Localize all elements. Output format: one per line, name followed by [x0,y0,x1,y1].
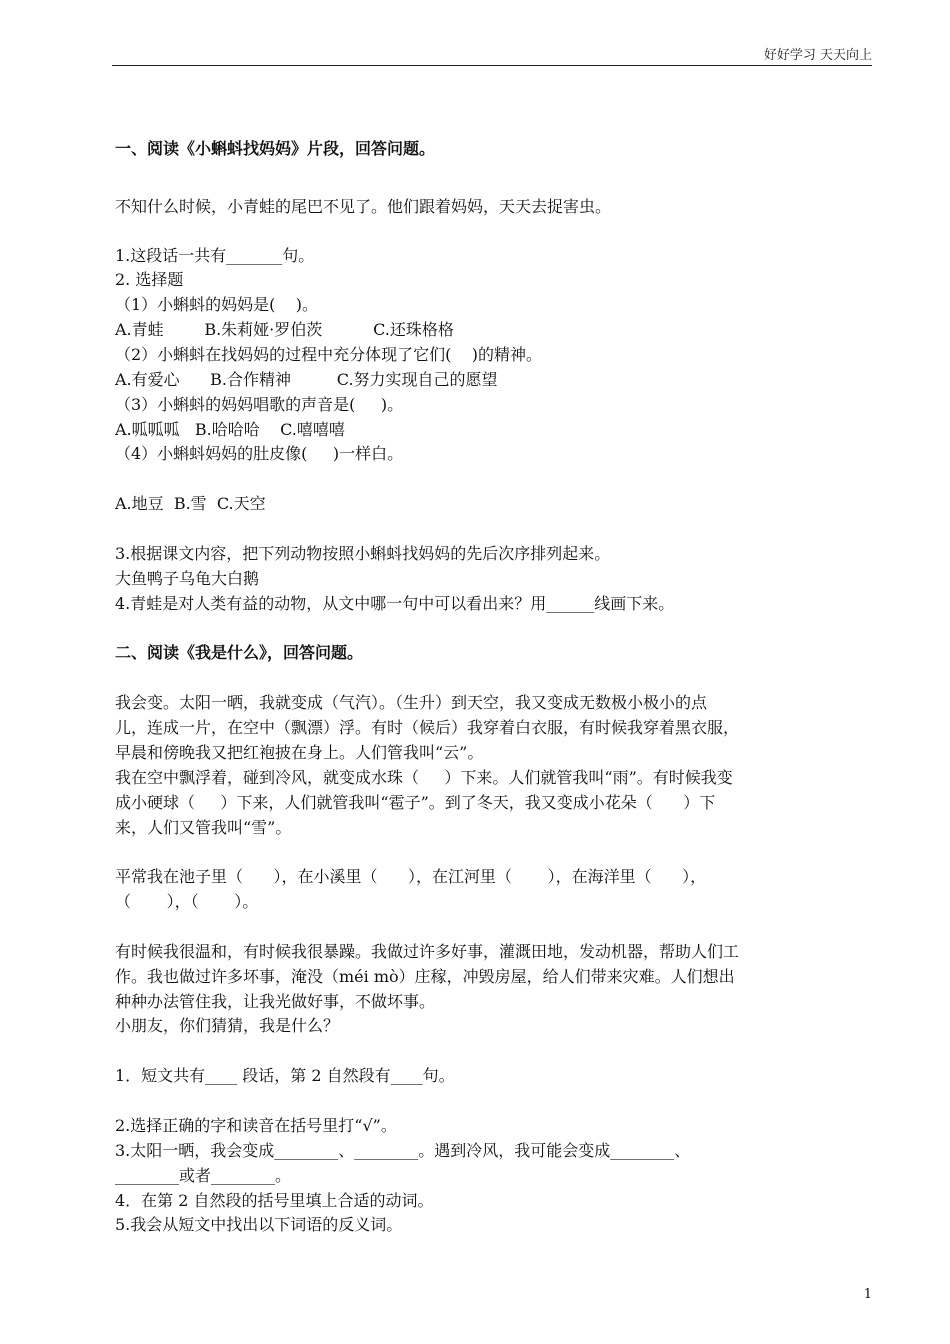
s1-question-2-1-options: A.青蛙 B.朱莉娅·罗伯茨 C.还珠格格 [115,320,454,339]
s1-question-3: 3.根据课文内容，把下列动物按照小蝌蚪找妈妈的先后次序排列起来。 [115,544,611,563]
s2-paragraph-2-line-1: 我在空中飘浮着，碰到冷风，就变成水珠（ ）下来。人们就管我叫“雨”。有时候我变 [115,768,733,787]
header-rule [112,65,872,66]
s1-question-2: 2. 选择题 [115,270,184,289]
section1-passage: 不知什么时候，小青蛙的尾巴不见了。他们跟着妈妈，天天去捉害虫。 [115,197,612,216]
s2-paragraph-1-line-3: 早晨和傍晚我又把红袍披在身上。人们管我叫“云”。 [115,743,484,762]
s1-question-2-1: （1）小蝌蚪的妈妈是( )。 [115,295,319,314]
s1-question-2-3-options: A.呱呱呱 B.哈哈哈 C.嘻嘻嘻 [115,420,345,439]
s1-question-3-animals: 大鱼鸭子乌龟大白鹅 [115,569,260,588]
s1-question-1: 1.这段话一共有_______句。 [115,246,315,265]
s1-question-2-3: （3）小蝌蚪的妈妈唱歌的声音是( )。 [115,395,404,414]
s1-question-4: 4.青蛙是对人类有益的动物，从文中哪一句中可以看出来？用______线画下来。 [115,594,675,613]
s2-paragraph-2-line-2: 成小硬球（ ）下来，人们就管我叫“雹子”。到了冬天，我又变成小花朵（ ）下 [115,793,716,812]
s2-paragraph-4-line-1: 有时候我很温和，有时候我很暴躁。我做过许多好事，灌溉田地，发动机器，帮助人们工 [115,942,740,961]
s1-question-2-4-options: A.地豆 B.雪 C.天空 [115,494,266,513]
s2-question-5: 5.我会从短文中找出以下词语的反义词。 [115,1215,403,1234]
s2-paragraph-3-line-2: （ ），（ ）。 [115,892,259,911]
s2-paragraph-3-line-1: 平常我在池子里（ ），在小溪里（ ），在江河里（ ），在海洋里（ ）， [115,867,707,886]
s1-question-2-2: （2）小蝌蚪在找妈妈的过程中充分体现了它们( )的精神。 [115,345,543,364]
s2-paragraph-2-line-3: 来，人们又管我叫“雪”。 [115,818,292,837]
s2-question-4: 4．在第 2 自然段的括号里填上合适的动词。 [115,1191,434,1210]
s2-question-3-line-1: 3.太阳一晒，我会变成________、________。遇到冷风，我可能会变成________、 [115,1141,691,1160]
s1-question-2-4: （4）小蝌蚪妈妈的肚皮像( )一样白。 [115,444,404,463]
s2-question-1: 1．短文共有____ 段话，第 2 自然段有____句。 [115,1066,455,1085]
s2-paragraph-4-line-2: 作。我也做过许多坏事，淹没（méi mò）庄稼，冲毁房屋，给人们带来灾难。人们想出 [115,967,735,986]
s2-paragraph-4-line-4: 小朋友，你们猜猜，我是什么？ [115,1016,340,1035]
section2-title: 二、阅读《我是什么》，回答问题。 [115,643,364,662]
s2-paragraph-4-line-3: 种种办法管住我，让我光做好事，不做坏事。 [115,992,436,1011]
section1-title: 一、阅读《小蝌蚪找妈妈》片段，回答问题。 [115,139,436,158]
s1-question-2-2-options: A.有爱心 B.合作精神 C.努力实现自己的愿望 [115,370,498,389]
page-number: 1 [863,1287,872,1302]
s2-paragraph-1-line-1: 我会变。太阳一晒，我就变成（气汽）。（生升）到天空，我又变成无数极小极小的点 [115,693,708,712]
s2-paragraph-1-line-2: 儿，连成一片，在空中（飘漂）浮。有时（候后）我穿着白衣服，有时候我穿着黑衣服， [115,718,740,737]
s2-question-3-line-2: ________或者________。 [115,1166,292,1185]
header-text: 好好学习 天天向上 [763,48,872,63]
s2-question-2: 2.选择正确的字和读音在括号里打“√”。 [115,1116,397,1135]
